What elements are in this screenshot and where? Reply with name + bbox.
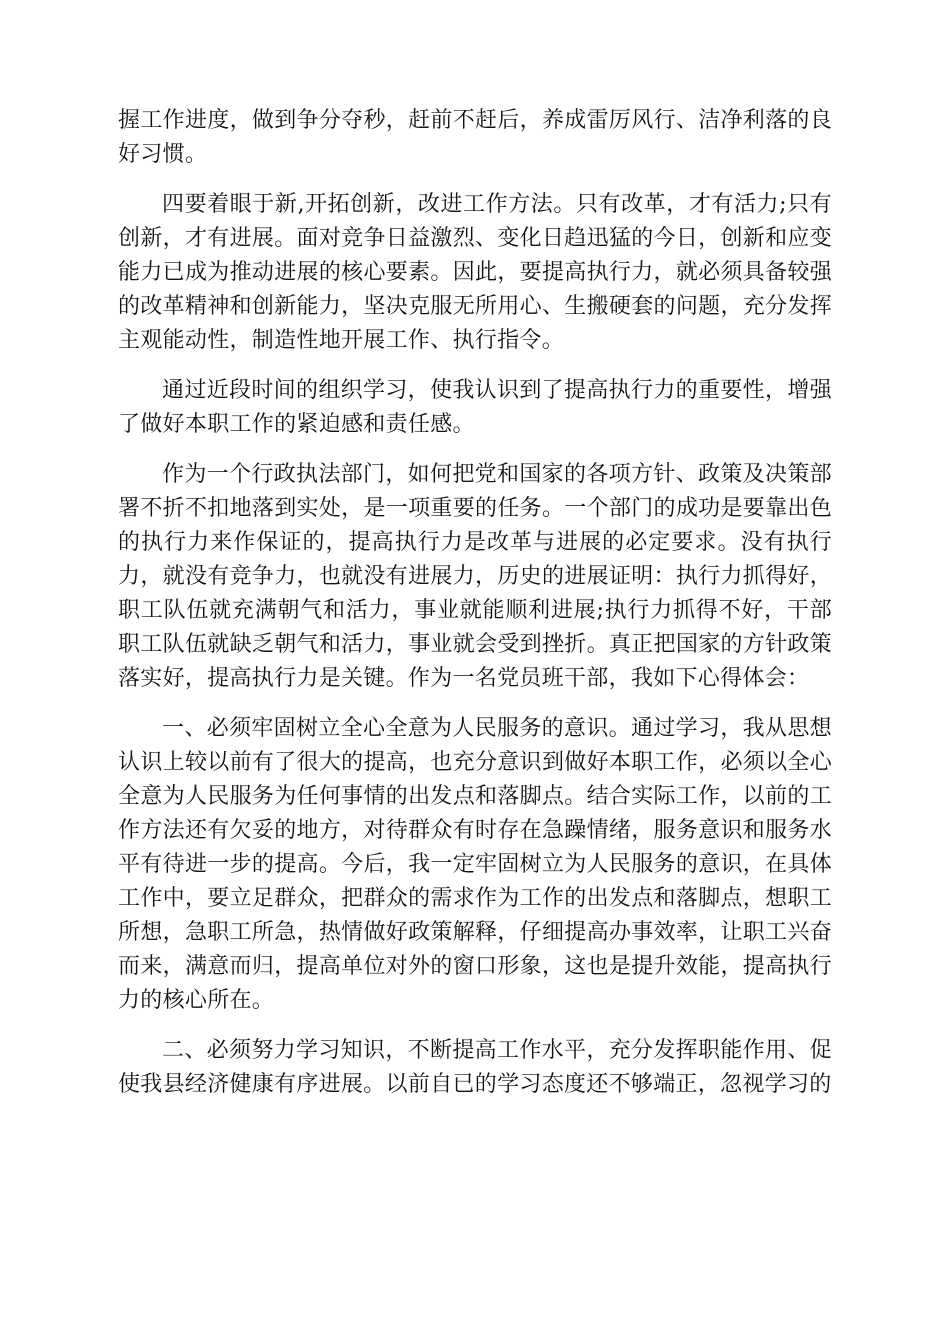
paragraph-2: 四要着眼于新,开拓创新，改进工作方法。只有改革，才有活力;只有创新，才有进展。面对竞争日益激烈、变化日趋迅猛的今日，创新和应变能力已成为推动进展的核心要素。因此，要提高执行力，就必须具备较强的改革精神和创新能力，坚决克服无所用心、生搬硬套的问题，充分发挥主观能动性，制造性地开展工作、执行指令。 xyxy=(118,192,832,353)
paragraph-4: 作为一个行政执法部门，如何把党和国家的各项方针、政策及决策部署不折不扣地落到实处，是一项重要的任务。一个部门的成功是要靠出色的执行力来作保证的，提高执行力是改革与进展的必定要求。没有执行力，就没有竞争力，也就没有进展力，历史的进展证明：执行力抓得好，职工队伍就充满朝气和活力，事业就能顺利进展;执行力抓得不好，干部职工队伍就缺乏朝气和活力，事业就会受到挫折。真正把国家的方针政策落实好，提高执行力是关键。作为一名党员班干部，我如下心得体会： xyxy=(118,462,832,691)
document-page xyxy=(118,104,832,1118)
paragraph-6: 二、必须努力学习知识，不断提高工作水平，充分发挥职能作用、促使我县经济健康有序进展。以前自已的学习态度还不够端正，忽视学习的 xyxy=(118,1038,832,1097)
paragraph-1: 握工作进度，做到争分夺秒，赶前不赶后，养成雷厉风行、洁净利落的良好习惯。 xyxy=(118,108,832,167)
paragraph-3: 通过近段时间的组织学习，使我认识到了提高执行力的重要性，增强了做好本职工作的紧迫感和责任感。 xyxy=(118,378,832,437)
paragraph-5: 一、必须牢固树立全心全意为人民服务的意识。通过学习，我从思想认识上较以前有了很大的提高，也充分意识到做好本职工作，必须以全心全意为人民服务为任何事情的出发点和落脚点。结合实际工作，以前的工作方法还有欠妥的地方，对待群众有时存在急躁情绪，服务意识和服务水平有待进一步的提高。今后，我一定牢固树立为人民服务的意识，在具体工作中，要立足群众，把群众的需求作为工作的出发点和落脚点，想职工所想，急职工所急，热情做好政策解释，仔细提高办事效率，让职工兴奋而来，满意而归，提高单位对外的窗口形象，这也是提升效能，提高执行力的核心所在。 xyxy=(118,716,832,1013)
